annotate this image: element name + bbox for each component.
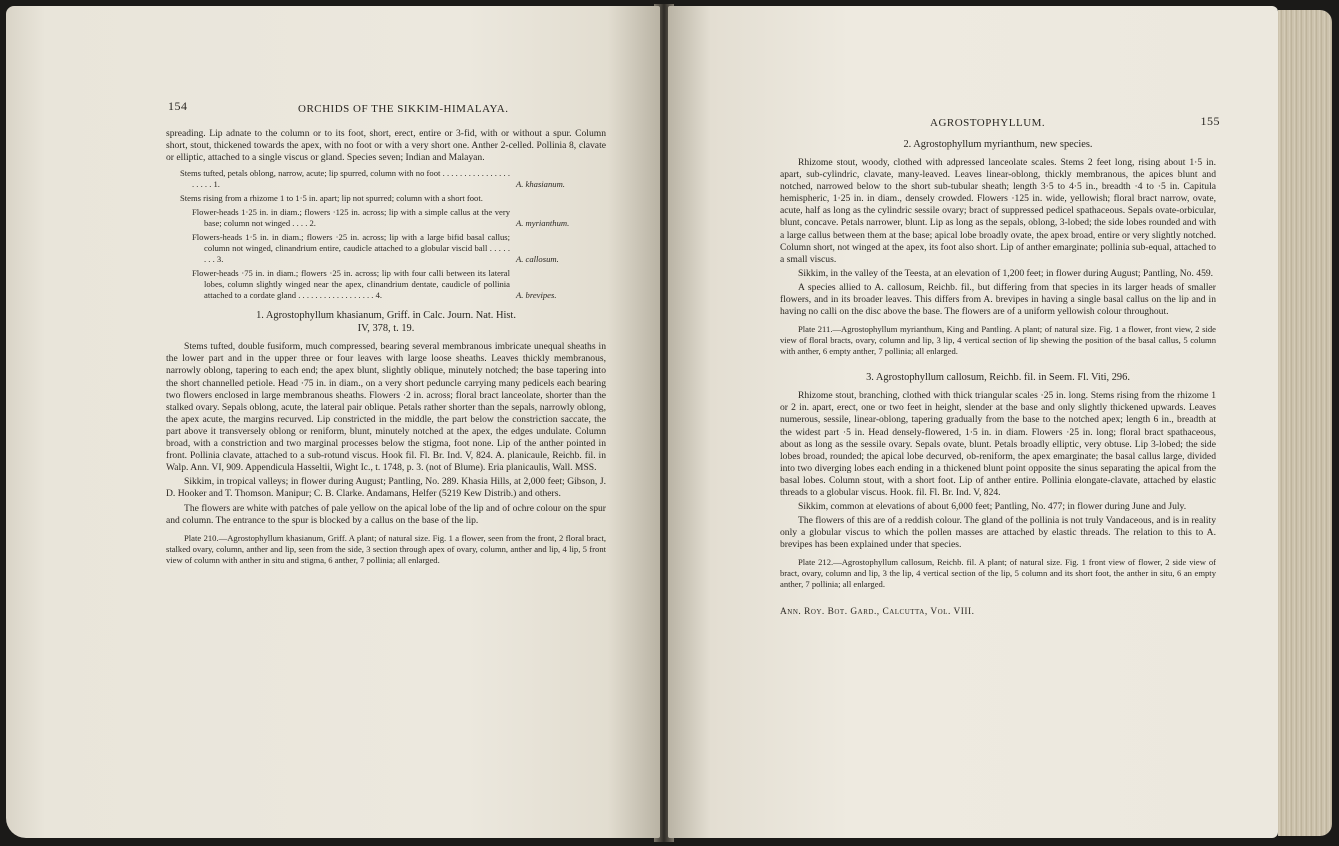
key-entry-label: A. khasianum. xyxy=(516,179,565,190)
species-heading: 3. Agrostophyllum callosum, Reichb. fil. in Seem. Fl. Viti, 296. xyxy=(866,372,1130,384)
right-page xyxy=(668,6,1278,838)
left-page-number: 154 xyxy=(168,99,188,113)
species-description: Stems tufted, double fusiform, much compressed, bearing several membranous imbricate unequal sheaths in the lower part and in the upper three or four leaves with large loose sheaths. Leaves thickly membranous, narrowly oblong, tapering to each end; the apex blunt, slightly oblique, minutely notched; the base tapering into the short channelled petiole. Head ·75 in. in diam., on a very short peduncle carrying many pedicels each bearing two flowers enclosed in large membranous sheaths. Flowers ·2 in. across; floral bract lanceolate, shorter than the stalked ovary. Sepals oblong, acute, the lateral pair oblique. Petals rather shorter than the sepals, narrowly oblong, the apex acute, the margins recurved. Lip constricted in the middle, the part below the constriction saccate, the part above it transversely oblong or reniform, blunt, minutely notched at the apex, the edges undulate. Column broad, with a constriction and two marginal processes below the stigma, foot none. Lip of the anther pointed in front. Pollinia clavate, attached to a sub-rotund viscus. Hook fil. Fl. Br. Ind. V, 824. A. planicaule, Reichb. fil. in Walp. Ann. VI, 909. Appendicula Hasseltii, Wight Ic., t. 1748, p. 3. (not of Blume). Eria planicaulis, Wall. MSS. xyxy=(166,341,606,474)
genus-intro: spreading. Lip adnate to the column or to its foot, short, erect, entire or 3-fid, with or without a spur. Column short, stout, thickened towards the apex, with no foot or with a very short one. Anther 2-celled. Pollinia 8, clavate or elliptic, attached to a single viscus or gland. Species seven; Indian and Malayan. xyxy=(166,128,606,164)
key-entry-text: Flower-heads 1·25 in. in diam.; flowers ·125 in. across; lip with a simple callus at the very base; column not winged . . . . 2. xyxy=(192,207,510,229)
plate-caption: Plate 210.—Agrostophyllum khasianum, Griff. A plant; of natural size. Fig. 1 a flower, seen from the front, 2 floral bract, stalked ovary, column, anther and lip, seen from the side, 3 section through apex of ovary, column, anther and lip, 4 lip, 5 front view of column with anther in situ and stigma, 6 anther, 7 pollinia; all enlarged. xyxy=(166,532,606,565)
species-heading xyxy=(166,309,606,335)
species-heading: 2. Agrostophyllum myrianthum, new species. xyxy=(903,139,1093,150)
key-entry-text: Flowers-heads 1·5 in. in diam.; flowers ·25 in. across; lip with a large bifid basal callus; column not winged, clinandrium entire, caudicle attached to a globular viscid ball . . . . . . . . 3. xyxy=(192,232,510,265)
page-footer: Ann. Roy. Bot. Gard., Calcutta, Vol. VIII. xyxy=(780,607,975,618)
key-entry xyxy=(180,193,606,204)
key-entry xyxy=(192,232,606,265)
page-edges xyxy=(1278,10,1332,836)
species-distribution: Sikkim, common at elevations of about 6,000 feet; Pantling, No. 477; in flower during June and July. xyxy=(798,501,1187,513)
key-entry-label: A. myrianthum. xyxy=(516,218,570,229)
key-entry-text: Stems rising from a rhizome 1 to 1·5 in. apart; lip not spurred; column with a short foot. xyxy=(180,193,483,204)
species-notes: The flowers of this are of a reddish colour. The gland of the pollinia is not truly Vandaceous, and is in reality only a globular viscus to which the pollen masses are attached by elastic threads. The relation to this to A. brevipes has been explained under that species. xyxy=(780,515,1216,551)
species-heading-line: IV, 378, t. 19. xyxy=(357,323,415,335)
species-notes: A species allied to A. callosum, Reichb. fil., but differing from that species in its larger heads of smaller flowers, and in its broader leaves. This differs from A. brevipes in having a single basal callus on the lip and in having no calli on the disc above the base. The flowers are of a uniform yellowish colour throughout. xyxy=(780,281,1216,318)
species-key xyxy=(180,168,606,301)
key-entry-label: A. callosum. xyxy=(516,254,559,265)
left-page xyxy=(6,6,660,838)
key-entry xyxy=(192,268,606,301)
key-entry xyxy=(192,207,606,229)
species-notes: The flowers are white with patches of pale yellow on the apical lobe of the lip and of ochre colour on the spur and column. The entrance to the spur is blocked by a callus on the base of the lip. xyxy=(166,502,606,526)
right-page-number: 155 xyxy=(1200,114,1220,128)
species-description: Rhizome stout, branching, clothed with thick triangular scales ·25 in. long. Stems rising from the rhizome 1 or 2 in. apart, erect, one or two feet in height, slender at the base and only slightly thickened upwards. Leaves numerous, sessile, linear-oblong, tapering gradually from the base to the notched apex; length 6 in., breadth at the widest part ·5 in. Head densely-flowered, 1·5 in. in diam. Flowers ·25 in. long; floral bract spathaceous, about as long as the sessile ovary. Sepals ovate, blunt. Petals broadly elliptic, very obtuse. Lip 3-lobed; the side lobes broad, rounded; the apical lobe decurved, ob-reniform, the apex emarginate; the basal callus large, divided into two diverging lobes each ending in a thickened blunt point opposite the sinus separating the apical from the basal lobes. Column stout, with a short foot. Lip of anther entire. Pollinia elongate-clavate, attached by elastic threads to a globular viscus. Hook. fil. Fl. Br. Ind. V, 824. xyxy=(780,390,1216,498)
key-entry-label: A. brevipes. xyxy=(516,290,557,301)
species-distribution: Sikkim, in tropical valleys; in flower during August; Pantling, No. 289. Khasia Hills, at 2,000 feet; Gibson, J. D. Hooker and T. Thomson. Manipur; C. B. Clarke. Andamans, Helfer (5219 Kew Distrib.) and others. xyxy=(166,476,606,500)
species-heading-line: 1. Agrostophyllum khasianum, Griff. in Calc. Journ. Nat. Hist. xyxy=(256,310,516,322)
left-text-column xyxy=(166,128,606,568)
key-entry xyxy=(180,168,606,190)
plate-caption: Plate 212.—Agrostophyllum callosum, Reichb. fil. A plant; of natural size. Fig. 1 front view of flower, 2 side view of bract, ovary, column and lip, 3 the lip, 4 vertical section of the lip, 5 column and its short foot, the anther in situ, 6 an empty anther, 7 pollinia; all enlarged. xyxy=(780,557,1216,590)
left-running-title: ORCHIDS OF THE SIKKIM-HIMALAYA. xyxy=(298,103,509,115)
right-running-head xyxy=(930,114,1220,129)
right-text-column xyxy=(780,136,1216,619)
species-distribution: Sikkim, in the valley of the Teesta, at an elevation of 1,200 feet; in flower during August; Pantling, No. 459. xyxy=(798,267,1214,279)
plate-caption: Plate 211.—Agrostophyllum myrianthum, King and Pantling. A plant; of natural size. Fig. 1 a flower, front view, 2 side view of floral bracts, ovary, column and lip, 3 lip, 4 vertical section of lip shewing the position of the basal callus, 5 column with anther, 6 empty anther, 7 pollinia; all enlarged. xyxy=(780,324,1216,357)
key-entry-text: Flower-heads ·75 in. in diam.; flowers ·25 in. across; lip with four calli between its lateral lobes, column slightly winged near the apex, clinandrium dentate, caudicle of pollinia attached to a cordate gland . . . . . . . . . . . . . . . . . . 4. xyxy=(192,268,510,301)
right-running-title: AGROSTOPHYLLUM. xyxy=(930,117,1046,129)
species-description: Rhizome stout, woody, clothed with adpressed lanceolate scales. Stems 2 feet long, rising about 1·5 in. apart, sub-cylindric, clavate, many-leaved. Leaves linear-oblong, thickly membranous, the apices blunt and notched, narrowed below to the short sub-tubular sheath; length 3·5 to 4·5 in., breadth ·4 to ·5 in. Capitula hemispheric, 1·25 in. in diam., densely crowded. Flowers ·125 in. wide, yellowish; floral bract narrow, ovate, acute, half as long as the cylindric sessile ovary; bract of suppressed pedicel spathaceous. Sepals ovate-orbicular, blunt, concave. Petals narrower, blunt. Lip as long as the sepals, oblong, 3-lobed; the side lobes rounded and with a large callus between them at the base; apical lobe broadly ovate, the apex broad, entire or very slightly notched. Column short, not winged at the apex, its foot also short. Lip of anther emarginate; pollinia sub-equal, attached to a small viscus. xyxy=(780,157,1216,265)
key-entry-text: Stems tufted, petals oblong, narrow, acute; lip spurred, column with no foot . . . . . . . . . . . . . . . . . . . . . 1. xyxy=(180,168,510,190)
